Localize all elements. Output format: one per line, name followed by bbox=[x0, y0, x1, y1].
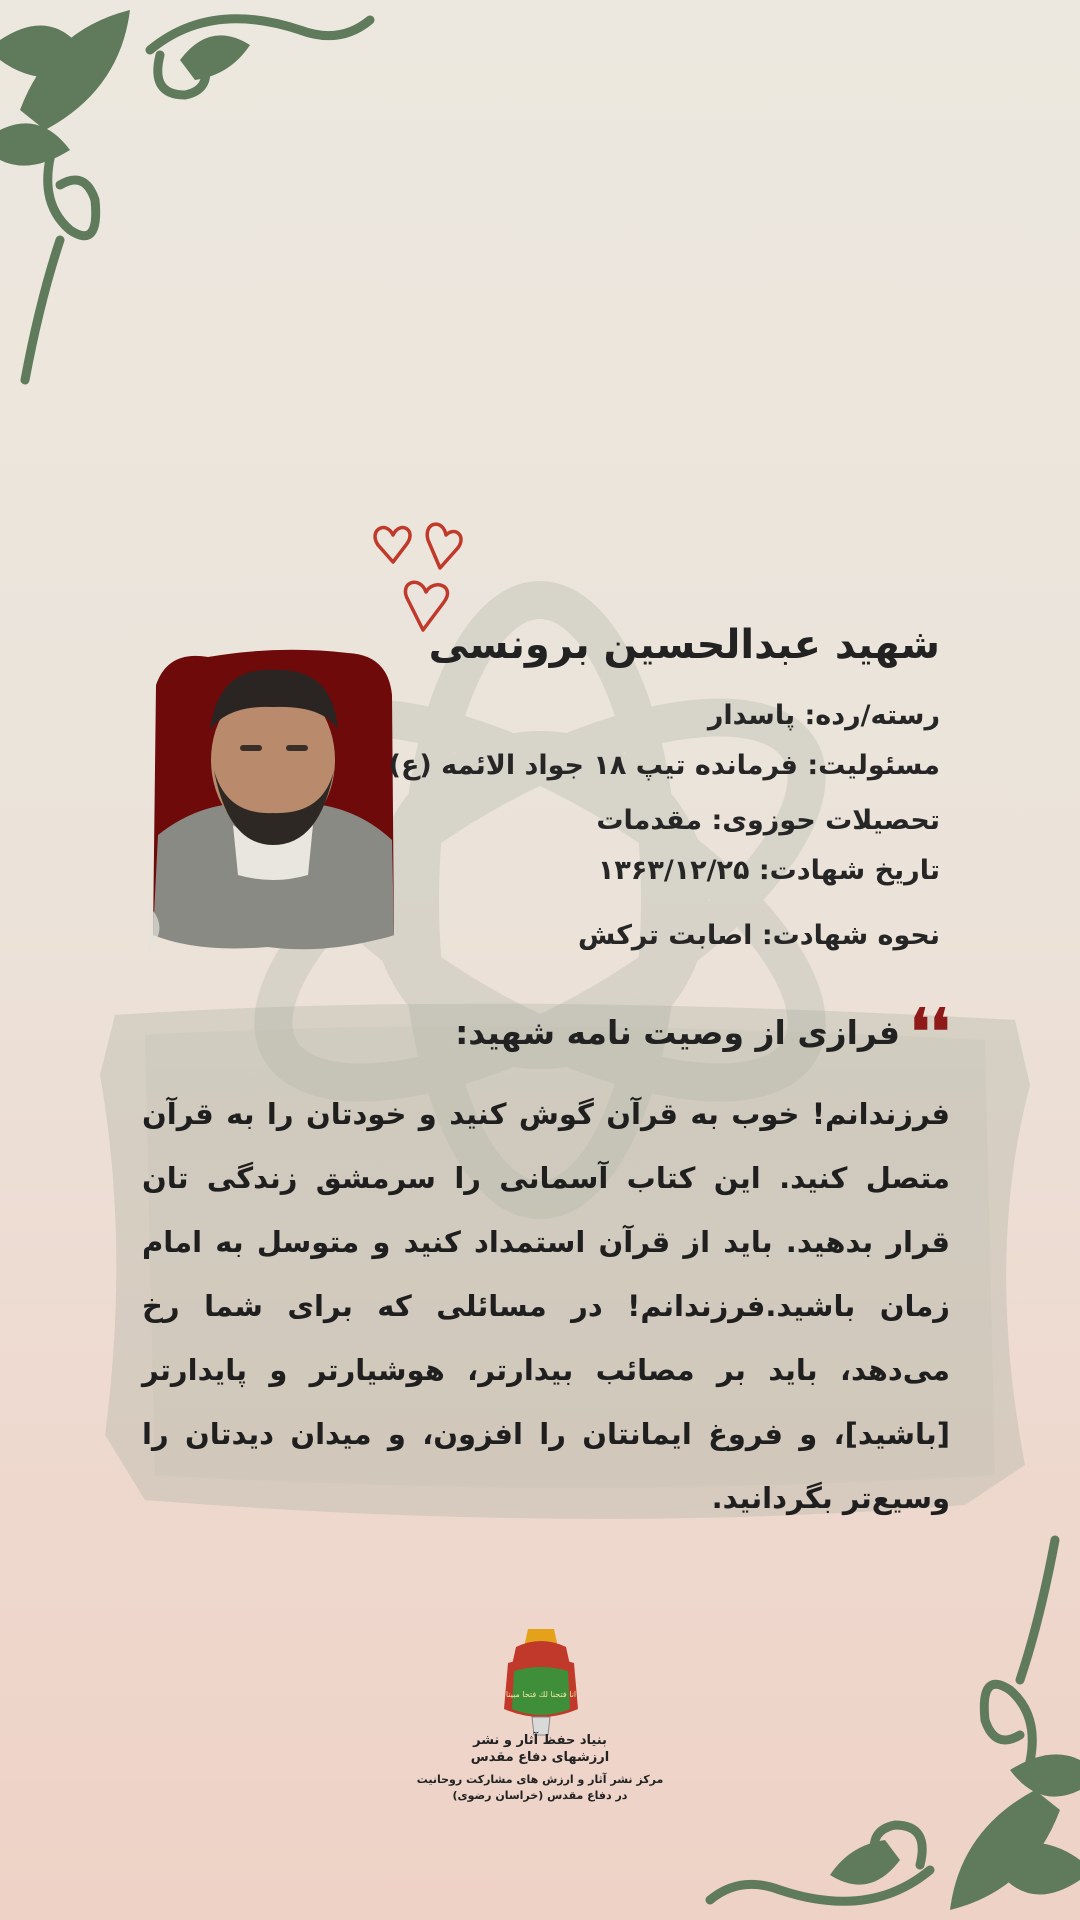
responsibility-line: مسئولیت: فرمانده تیپ ۱۸ جواد الائمه (ع) bbox=[388, 750, 940, 781]
martyr-portrait-image bbox=[148, 645, 398, 955]
corner-ornament-bottom-right bbox=[700, 1500, 1080, 1920]
will-heading bbox=[350, 995, 950, 1068]
martyr-name-title: شهید عبدالحسین برونسی bbox=[428, 622, 940, 668]
education-line: تحصیلات حوزوی: مقدمات bbox=[596, 805, 940, 836]
org-line-4: در دفاع مقدس (خراسان رضوی) bbox=[452, 1789, 628, 1802]
will-heading-text: فرازی از وصیت نامه شهید: bbox=[455, 1012, 901, 1052]
will-text: فرزندانم! خوب به قرآن گوش کنید و خودتان را به قرآن متصل کنید. این کتاب آسمانی را سرمشق زندگی تان قرار بدهید. باید از قرآن استمداد کنید و متوسل به امام زمان باشید.فرزندانم! در مسائلی که برای شما رخ می‌دهد، باید بر مصائب بیدارتر، هوشیارتر و پایدارتر [باشید]، و فروغ ایمانتان را افزون، و میدان دیدتان را وسیع‌تر بگردانید. bbox=[142, 1097, 950, 1515]
martyrdom-date-line: تاریخ شهادت: ۱۳۶۳/۱۲/۲۵ bbox=[597, 855, 940, 886]
logo-text: انا فتحنا لك فتحا مبينا bbox=[505, 1690, 577, 1699]
corner-ornament-top-left bbox=[0, 0, 380, 400]
martyrdom-manner-line: نحوه شهادت: اصابت ترکش bbox=[578, 920, 940, 951]
foundation-logo-icon bbox=[498, 1625, 584, 1737]
quote-mark-icon: ❛❛ bbox=[910, 995, 950, 1068]
org-line-2: ارزشهای دفاع مقدس bbox=[470, 1750, 610, 1765]
org-line-1: بنیاد حفظ آثار و نشر bbox=[473, 1733, 607, 1748]
org-line-3: مرکز نشر آثار و ارزش های مشارکت روحانیت bbox=[416, 1773, 664, 1786]
organization-credit bbox=[400, 1732, 680, 1804]
rank-line: رسته/رده: پاسدار bbox=[707, 700, 940, 731]
